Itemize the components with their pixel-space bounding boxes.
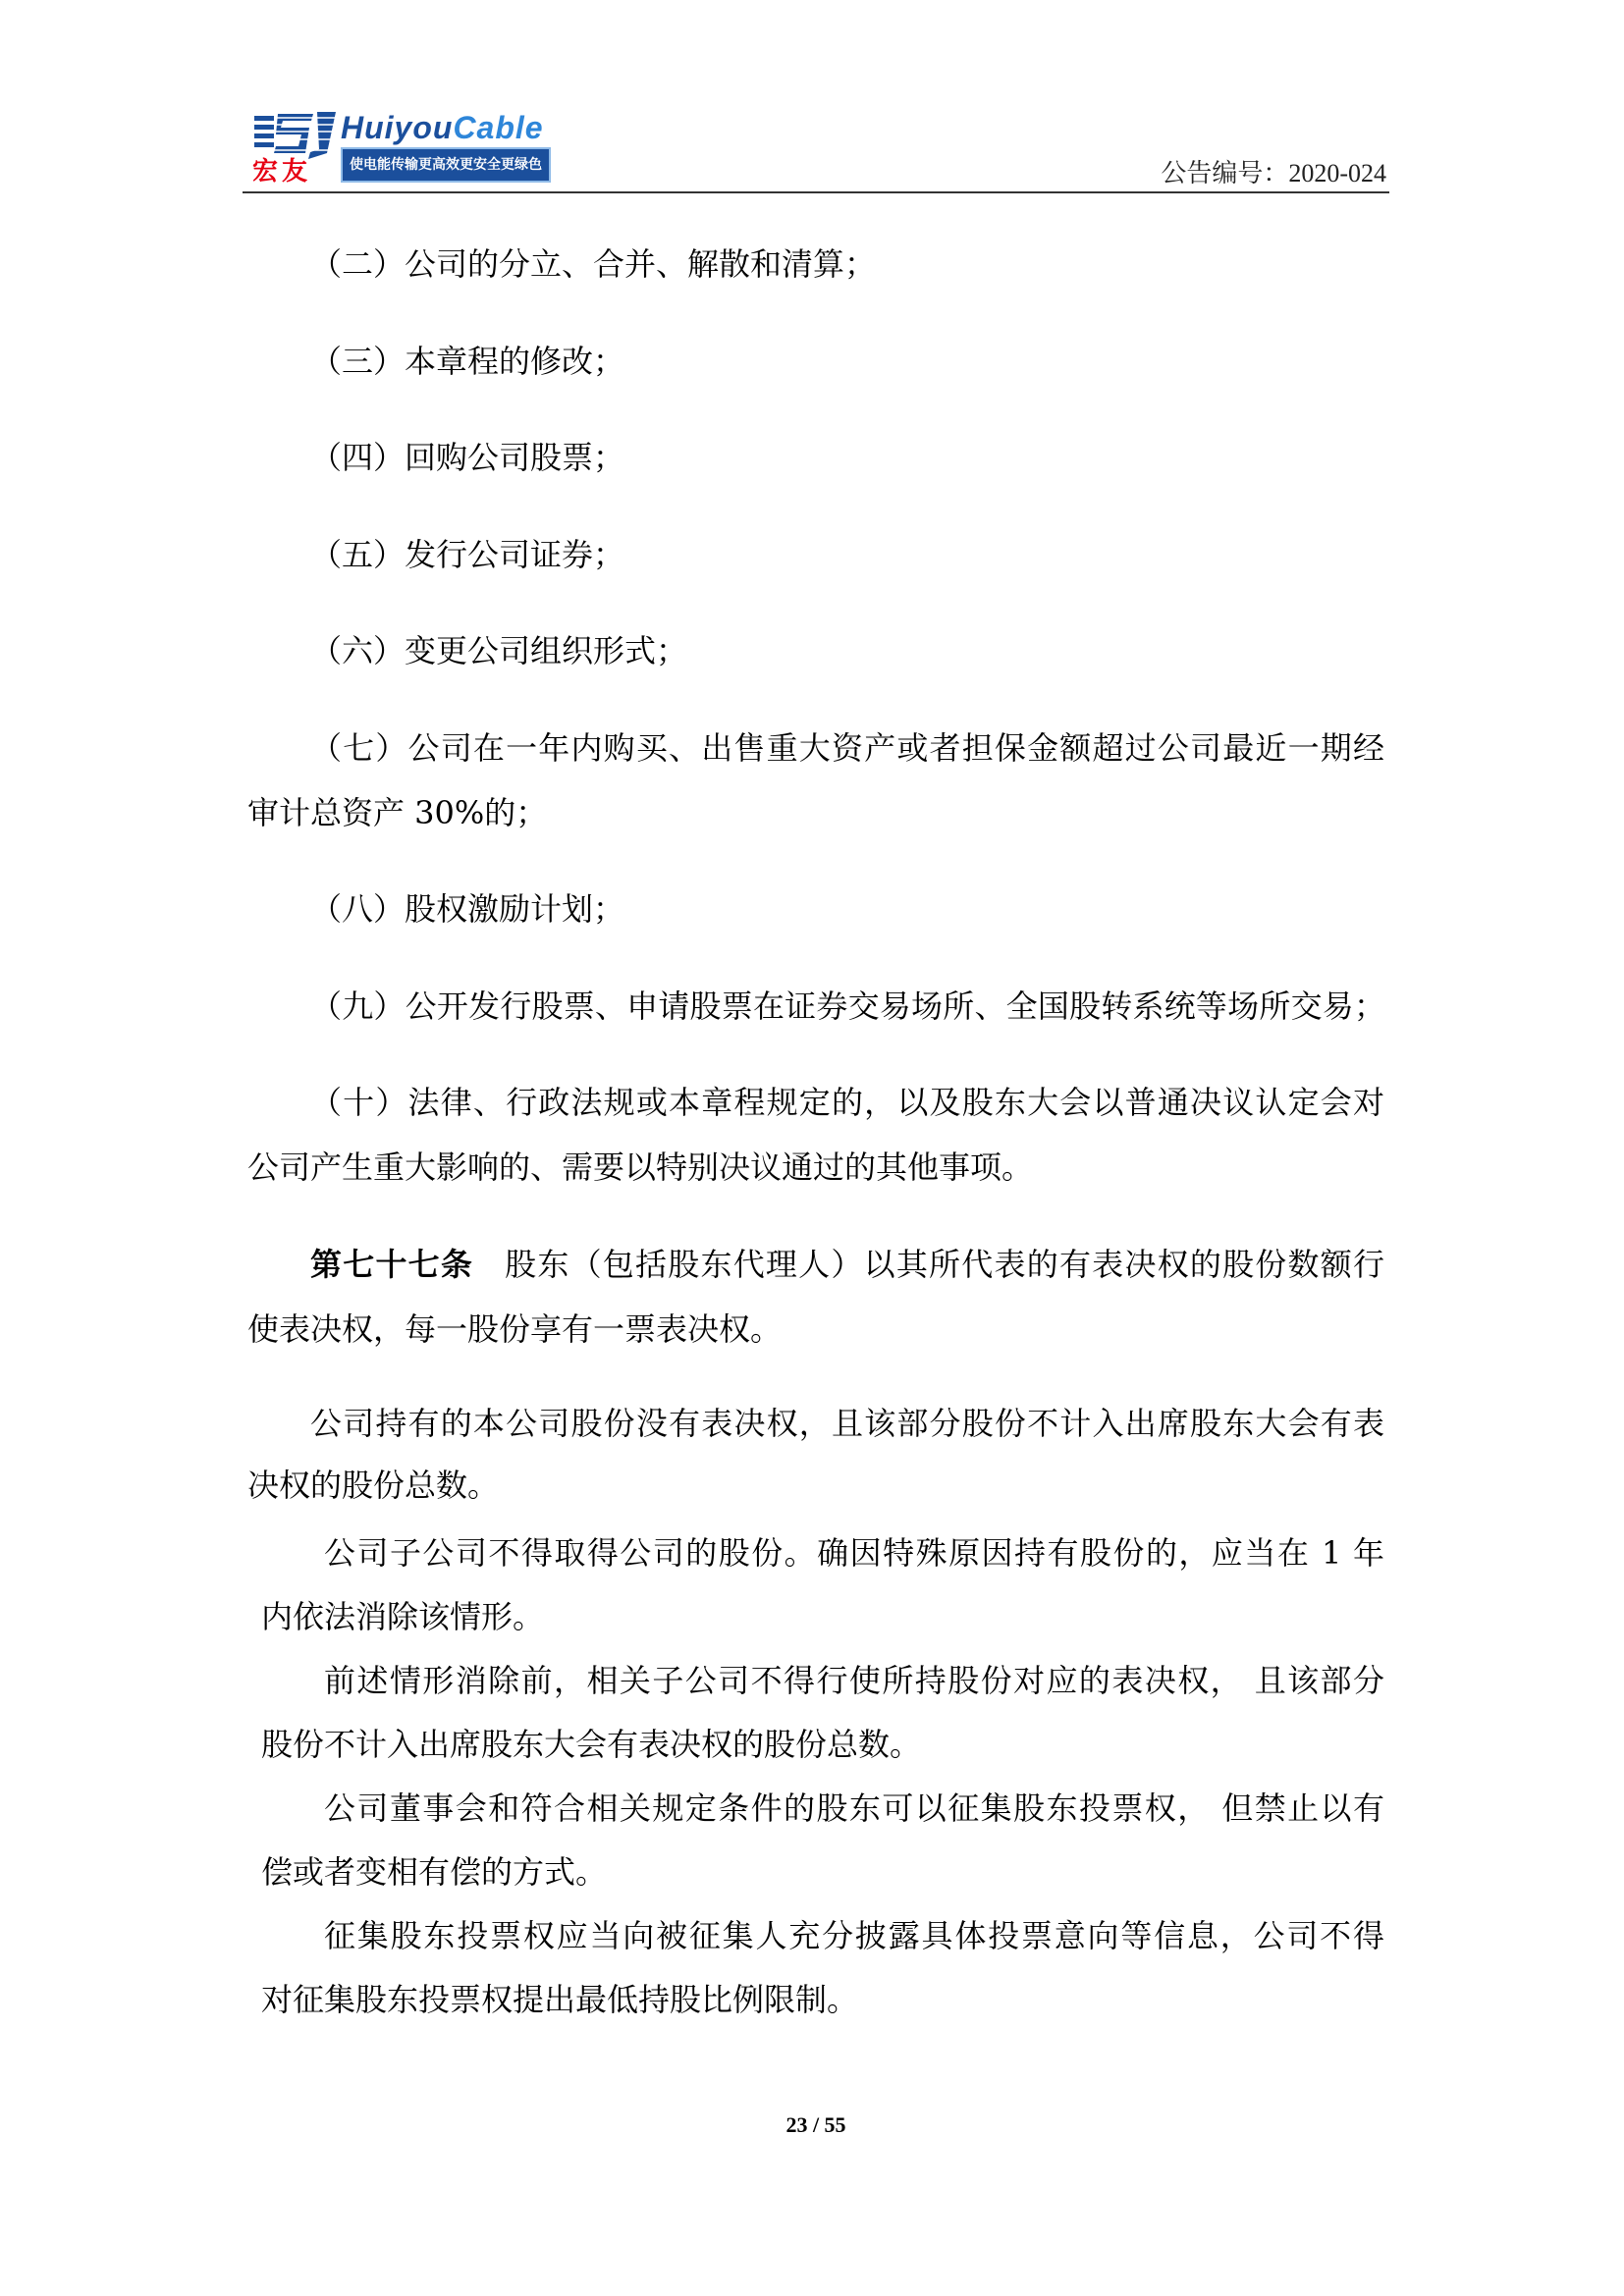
text-line: 公司董事会和符合相关规定条件的股东可以征集股东投票权， 但禁止以有 [324,1789,1384,1827]
text-line: 内依法消除该情形。 [261,1597,545,1635]
paragraph [247,1070,1384,1200]
text-line: （九）公开发行股票、申请股票在证券交易场所、全国股转系统等场所交易； [310,987,1384,1025]
text-line: 公司产生重大影响的、需要以特别决议通过的其他事项。 [247,1148,1034,1186]
text-line [247,1232,1384,1297]
logo-brand-secondary: Cable [453,110,544,145]
header-rule [243,191,1389,193]
text-line: （八）股权激励计划； [310,890,625,928]
paragraph [247,1393,1384,1517]
paragraph [247,618,1384,683]
body-text [247,232,1384,2032]
text-line: （二）公司的分立、合并、解散和清算； [310,245,877,283]
text-line: 对征集股东投票权提出最低持股比例限制。 [261,1980,859,2018]
text-line: 审计总资产 30%的； [247,793,548,831]
logo-brand-text [341,110,544,145]
paragraph [247,716,1384,845]
text-line: 偿或者变相有偿的方式。 [261,1852,608,1891]
huiyou-stripes-logo-icon [252,110,337,161]
text-line: （三）本章程的修改； [310,342,625,380]
text-line: （四）回购公司股票； [310,439,625,476]
logo-chinese-name: 宏友 [252,157,312,187]
text-line: 征集股东投票权应当向被征集人充分披露具体投票意向等信息，公司不得 [324,1916,1384,1954]
article-heading: 第七十七条 [310,1245,474,1283]
text-line: 公司子公司不得取得公司的股份。确因特殊原因持有股份的，应当在 1 年 [324,1533,1384,1572]
text-line: 前述情形消除前，相关子公司不得行使所持股份对应的表决权， 且该部分 [324,1661,1384,1699]
text-line: （六）变更公司组织形式； [310,632,688,669]
paragraph [247,522,1384,587]
text-line: （十）法律、行政法规或本章程规定的，以及股东大会以普通决议认定会对 [310,1084,1384,1121]
article-paragraph [247,1232,1384,1362]
text-line: （五）发行公司证券； [310,535,625,573]
text-line: 公司持有的本公司股份没有表决权，且该部分股份不计入出席股东大会有表 [310,1405,1384,1442]
paragraph [247,425,1384,490]
paragraph [247,877,1384,941]
paragraph [247,232,1384,296]
announcement-number: 公告编号：2020-024 [1161,159,1386,187]
paragraph [247,1777,1384,1904]
paragraph [247,974,1384,1039]
article-text: 股东（包括股东代理人）以其所代表的有表决权的股份数额行 [505,1245,1384,1283]
paragraph [247,1522,1384,1649]
paragraph [247,1904,1384,2032]
logo-brand-primary: Huiyou [341,110,454,145]
logo-slogan: 使电能传输更高效更安全更绿色 [341,147,551,183]
text-line: 股份不计入出席股东大会有表决权的股份总数。 [261,1725,922,1763]
paragraph [247,1649,1384,1777]
text-line: （七）公司在一年内购买、出售重大资产或者担保金额超过公司最近一期经 [310,728,1384,767]
paragraph [247,329,1384,394]
text-line: 使表决权，每一股份享有一票表决权。 [247,1309,783,1348]
page-number: 23 / 55 [785,2112,846,2137]
text-line: 决权的股份总数。 [247,1467,500,1504]
